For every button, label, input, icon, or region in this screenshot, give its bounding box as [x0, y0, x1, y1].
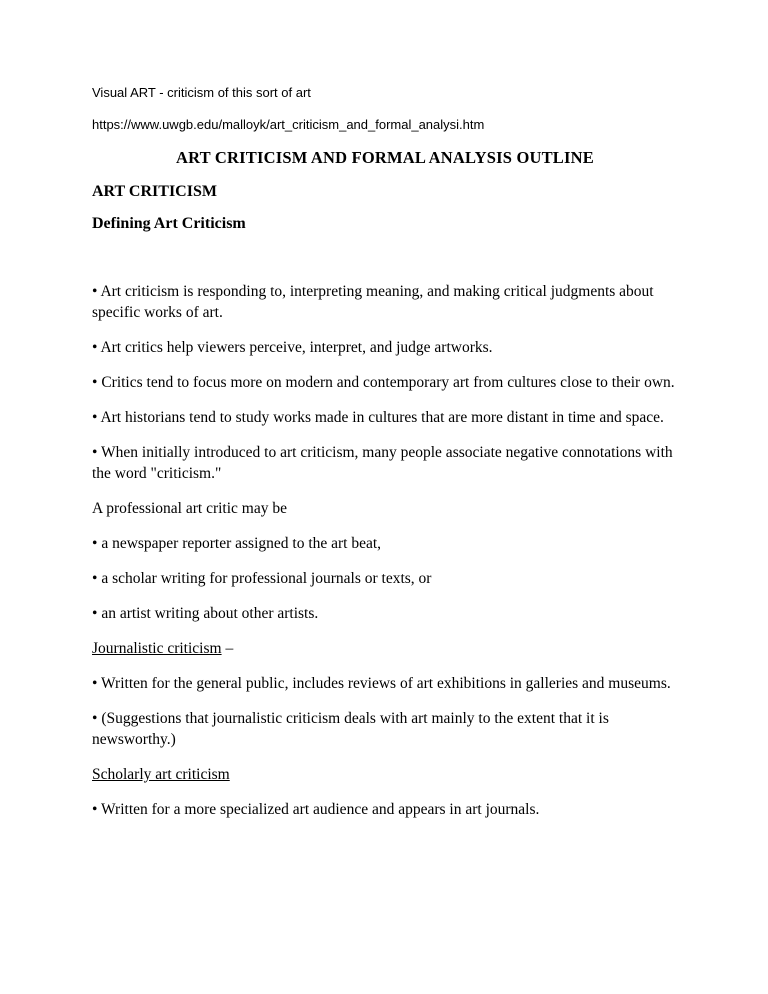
bullet-item: • a newspaper reporter assigned to the art beat, [92, 535, 382, 552]
bullet-icon: • [92, 801, 102, 818]
bullet-item: • an artist writing about other artists. [92, 605, 319, 622]
bullet-item: • Art criticism is responding to, interpreting meaning, and making critical judgments about specific works of art. [92, 283, 654, 321]
bullet-item: • When initially introduced to art criticism, many people associate negative connotations with the word "criticism." [92, 444, 673, 482]
bullet-icon: • [92, 710, 102, 727]
underlined-heading: Journalistic criticism – [92, 640, 234, 657]
bullet-icon: • [92, 675, 102, 692]
bullet-item: • a scholar writing for professional journals or texts, or [92, 570, 432, 587]
bullet-icon: • [92, 283, 101, 300]
bullet-icon: • [92, 374, 102, 391]
bullet-icon: • [92, 339, 101, 356]
underlined-heading [92, 764, 678, 785]
bullet-item: • Written for a more specialized art audience and appears in art journals. [92, 801, 540, 818]
source-url: https://www.uwgb.edu/malloyk/art_criticism_and_formal_analysi.htm [92, 117, 485, 132]
document-title: ART CRITICISM AND FORMAL ANALYSIS OUTLINE [176, 148, 594, 167]
bullet-item: • (Suggestions that journalistic criticism deals with art mainly to the extent that it is newsworthy.) [92, 710, 609, 748]
document-body [92, 281, 678, 820]
bullet-icon: • [92, 605, 102, 622]
bullet-icon: • [92, 409, 101, 426]
section-heading: ART CRITICISM [92, 183, 217, 200]
subsection-heading: Defining Art Criticism [92, 215, 246, 232]
bullet-item: • Critics tend to focus more on modern and contemporary art from cultures close to their own. [92, 374, 675, 391]
underlined-heading-text: Journalistic criticism [92, 640, 222, 657]
bullet-item: • Art historians tend to study works made in cultures that are more distant in time and space. [92, 409, 664, 426]
header-note: Visual ART - criticism of this sort of art [92, 85, 311, 100]
bullet-icon: • [92, 444, 102, 461]
bullet-icon: • [92, 535, 102, 552]
bullet-item: • Art critics help viewers perceive, interpret, and judge artworks. [92, 339, 493, 356]
underlined-heading-text: Scholarly art criticism [92, 766, 230, 783]
bullet-item: • Written for the general public, includes reviews of art exhibitions in galleries and museums. [92, 675, 671, 692]
paragraph: A professional art critic may be [92, 500, 287, 517]
bullet-icon: • [92, 570, 102, 587]
